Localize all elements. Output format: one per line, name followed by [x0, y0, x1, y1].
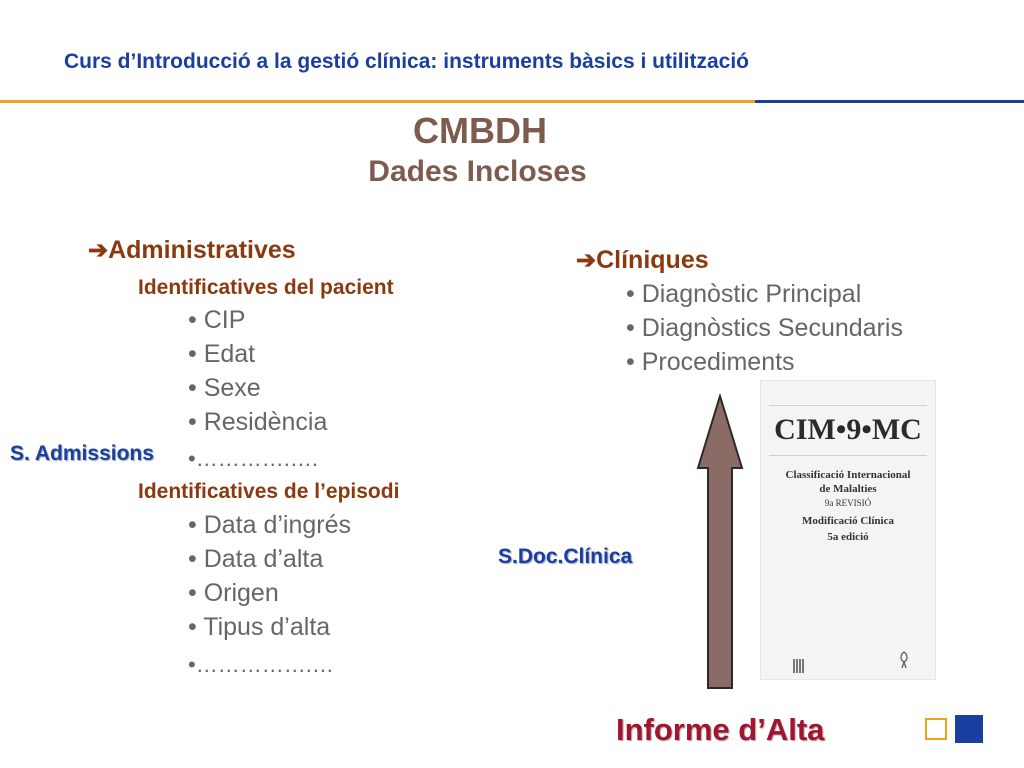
administratives-heading: [88, 236, 296, 265]
book-title: CIM•9•MC: [774, 413, 922, 446]
outline-square-icon: [925, 718, 947, 740]
list-item-data-ingres: • Data d’ingrés: [188, 511, 352, 539]
publisher-logo-icon: [897, 651, 911, 669]
list-item-cip: • CIP: [188, 306, 246, 334]
book-revision: 9a REVISIÓ: [824, 498, 872, 508]
arrow-right-icon: ➔: [576, 247, 597, 274]
book-subtitle-line2: de Malalties: [819, 483, 877, 495]
filled-square-icon: [955, 715, 983, 743]
administratives-heading-label: Administratives: [108, 236, 296, 264]
book-subtitle-line1: Classificació Internacional: [785, 469, 911, 481]
cim9mc-book-cover: [760, 380, 936, 680]
list-item-edat: • Edat: [188, 340, 256, 368]
upward-arrow-icon: [696, 394, 744, 690]
slide-title: CMBDH: [413, 110, 547, 151]
doc-clinica-label: S.Doc.Clínica: [498, 545, 633, 568]
list-item-ellipsis: •…………….…: [188, 652, 334, 677]
list-item-data-alta: • Data d’alta: [188, 545, 324, 573]
slide-subtitle: Dades Incloses: [368, 155, 587, 188]
header-rule-blue: [755, 100, 1024, 103]
list-item-tipus-alta: • Tipus d’alta: [188, 613, 331, 641]
list-item-residencia: • Residència: [188, 408, 328, 436]
list-item-procediments: • Procediments: [626, 348, 795, 376]
header-rule-orange: [0, 100, 755, 103]
cliniques-heading-label: Clíniques: [596, 246, 709, 274]
generalitat-logo-icon: [793, 659, 805, 673]
book-modification: Modificació Clínica: [802, 515, 894, 527]
arrow-right-icon: ➔: [88, 237, 109, 264]
course-title: Curs d’Introducció a la gestió clínica: instruments bàsics i utilització: [64, 50, 749, 73]
episode-identifiers-heading: Identificatives de l’episodi: [138, 480, 400, 503]
list-item-sexe: • Sexe: [188, 374, 261, 402]
list-item-origen: • Origen: [188, 579, 279, 607]
book-rule: [769, 455, 927, 456]
book-edition: 5a edició: [827, 531, 869, 543]
informe-alta-label: Informe d’Alta: [616, 712, 825, 747]
patient-identifiers-heading: Identificatives del pacient: [138, 276, 394, 299]
list-item-diagnostic-principal: • Diagnòstic Principal: [626, 280, 862, 308]
book-rule: [769, 405, 927, 406]
admissions-label: S. Admissions: [10, 442, 154, 465]
list-item-diagnostics-secundaris: • Diagnòstics Secundaris: [626, 314, 903, 342]
cliniques-heading: [576, 246, 709, 275]
list-item-ellipsis: •………….….: [188, 446, 318, 471]
